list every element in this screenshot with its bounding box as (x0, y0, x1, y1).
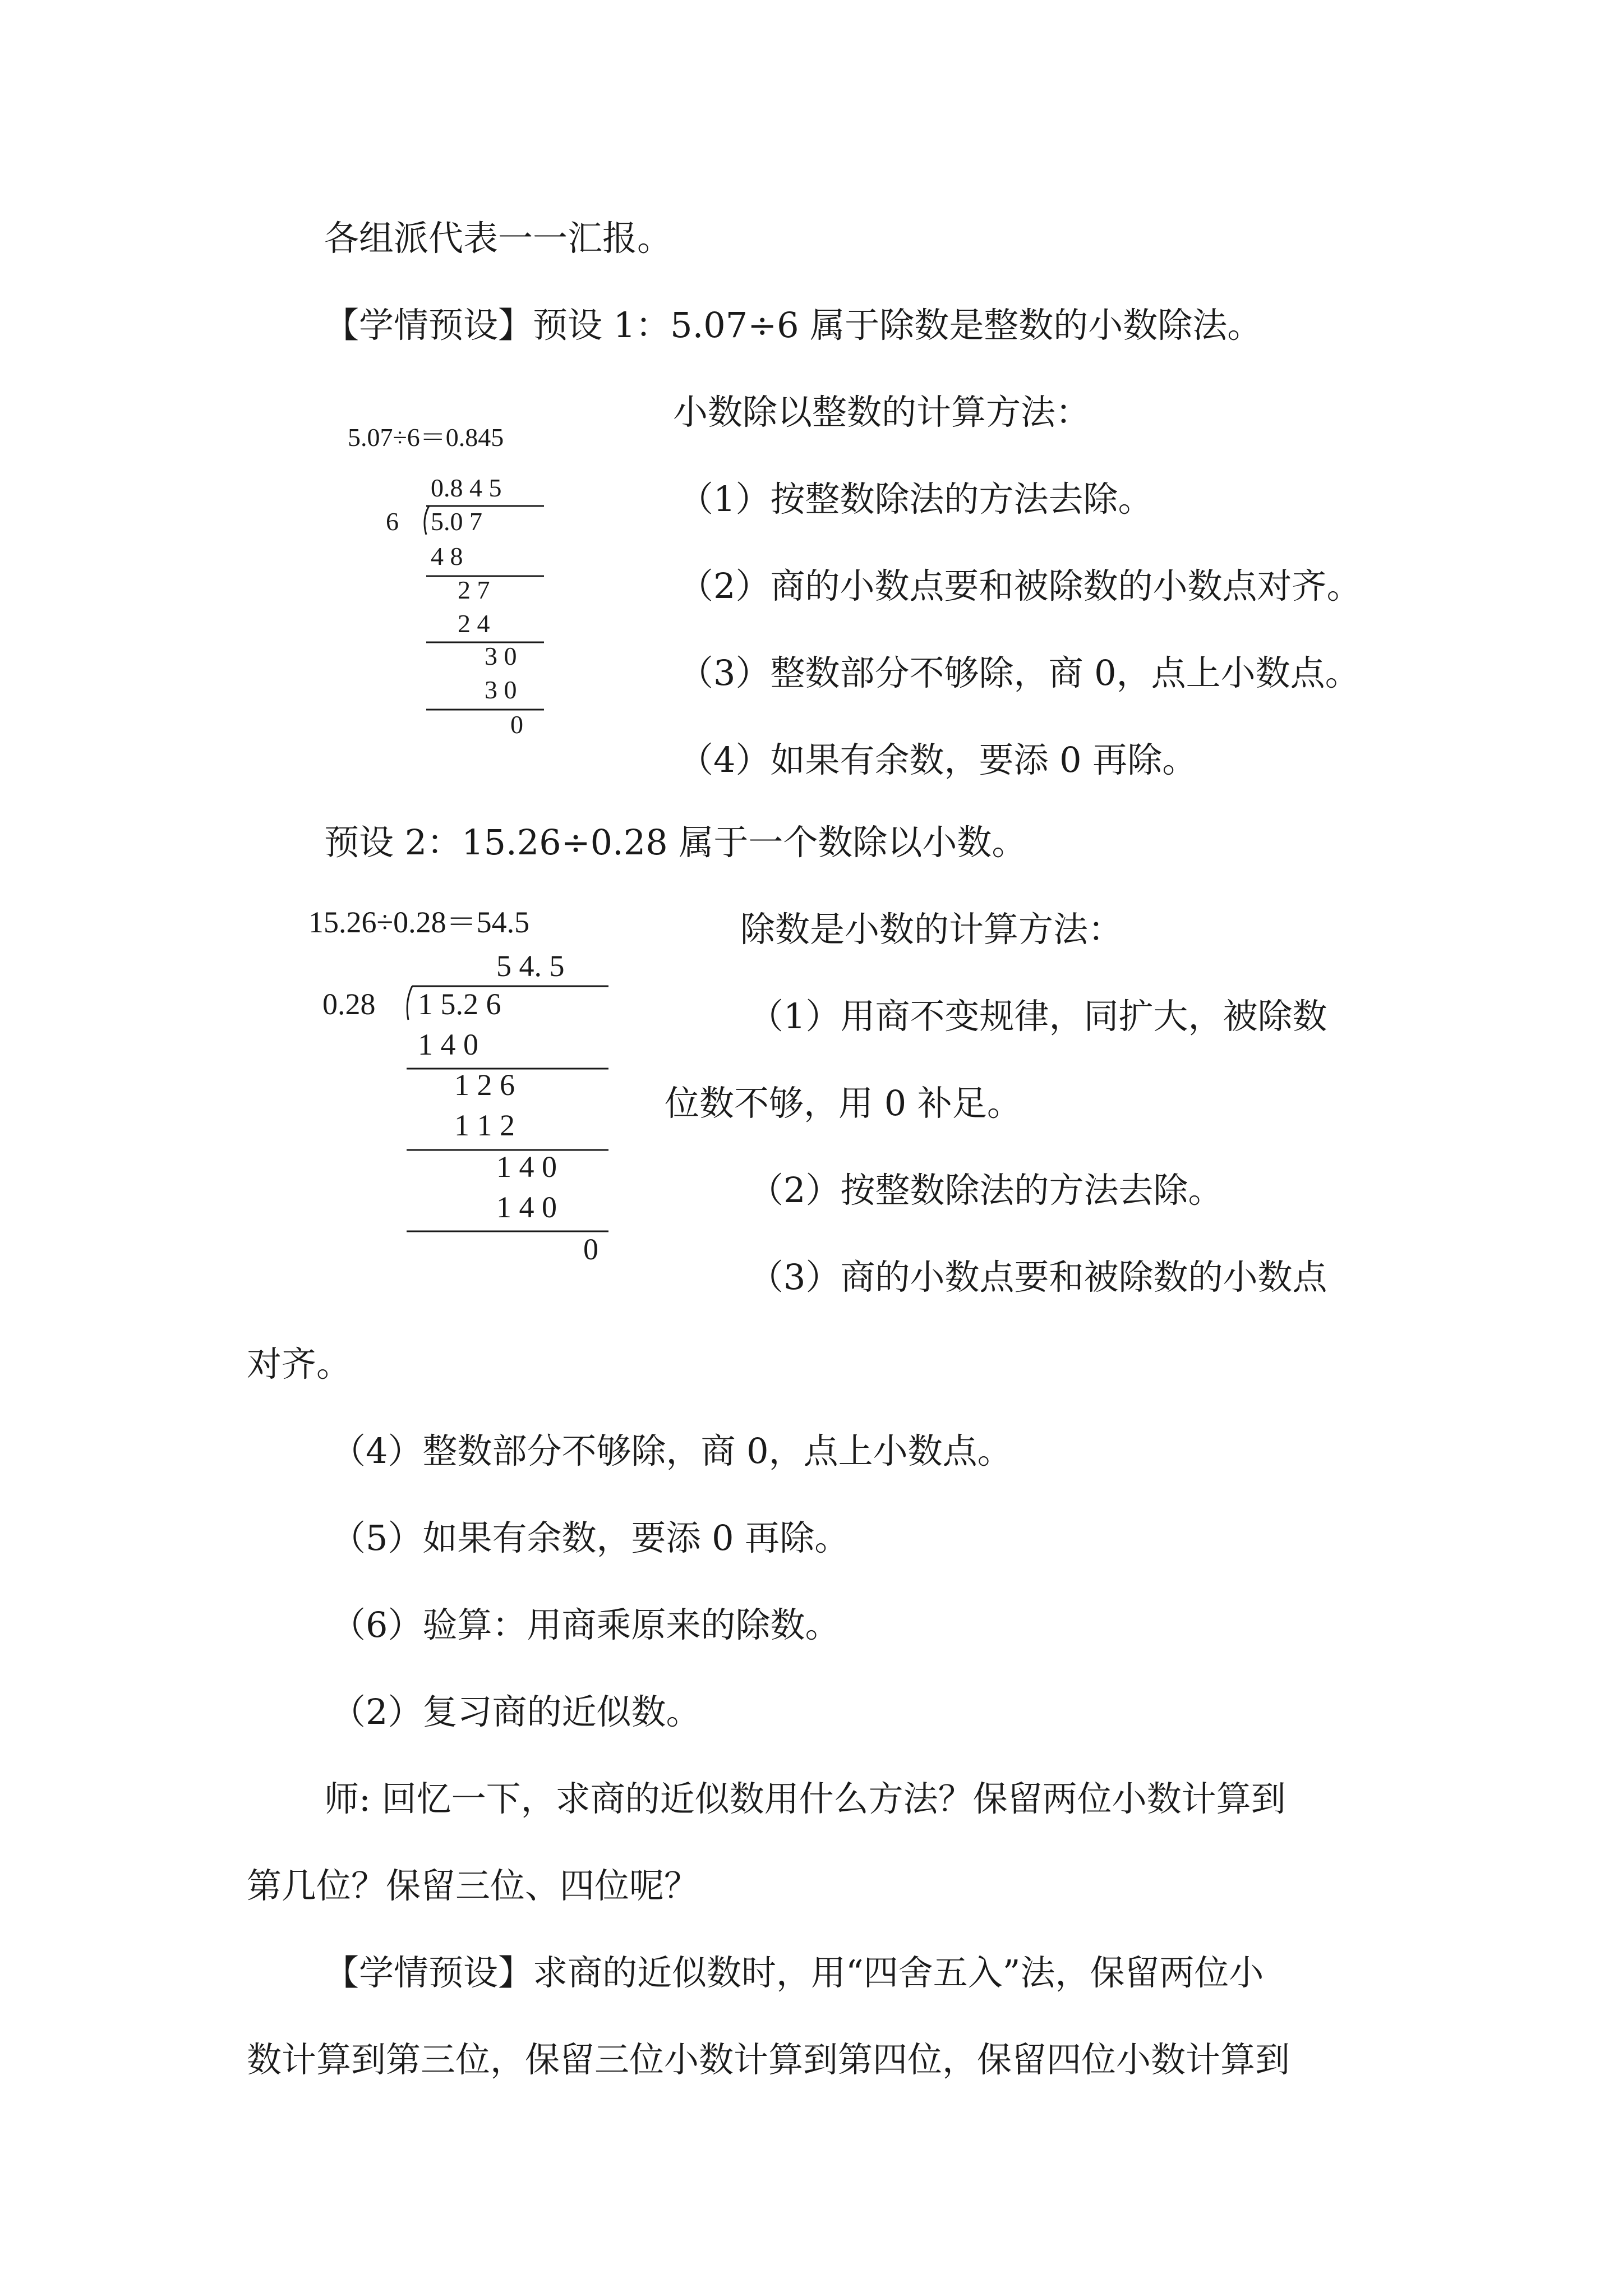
fig1-dividend: 5.0 7 (431, 507, 482, 536)
method2-step-6: （6）验算：用商乘原来的除数。 (331, 1604, 840, 1645)
fig1-step-1: 4 8 (431, 542, 463, 570)
preset1-line: 【学情预设】预设 1：5.07÷6 属于除数是整数的小数除法。 (324, 305, 1262, 346)
fig1-step-4: 3 0 (485, 642, 517, 670)
preset2-line: 预设 2：15.26÷0.28 属于一个数除以小数。 (324, 822, 1027, 863)
fig1-remainder: 0 (510, 710, 523, 739)
fig2-step-3: 1 1 2 (454, 1108, 515, 1142)
method2-step-1b: 位数不够，用 0 补足。 (665, 1083, 1022, 1124)
fig1-equation: 5.07÷6＝0.845 (348, 423, 504, 452)
method2-step-5: （5）如果有余数，要添 0 再除。 (331, 1517, 850, 1558)
fig1-divisor: 6 (386, 507, 399, 536)
fig2-bracket (407, 986, 412, 1020)
fig2-dividend: 1 5.2 6 (418, 987, 501, 1021)
long-division-figure-1 (348, 418, 572, 754)
fig2-quotient: 5 4. 5 (496, 949, 565, 983)
fig2-step-4: 1 4 0 (496, 1150, 557, 1184)
method1-title: 小数除以整数的计算方法： (673, 392, 1091, 432)
method1-step-3: （3）整数部分不够除，商 0，点上小数点。 (679, 652, 1360, 693)
method2-title: 除数是小数的计算方法： (740, 909, 1123, 950)
fig2-equation: 15.26÷0.28＝54.5 (308, 905, 530, 939)
method2-step-1a: （1）用商不变规律，同扩大，被除数 (749, 996, 1327, 1037)
teacher-question-line-1: 师: 回忆一下，求商的近似数用什么方法？保留两位小数计算到 (324, 1778, 1286, 1819)
method2-step-2: （2）按整数除法的方法去除。 (749, 1170, 1223, 1211)
method2-step-3b: 对齐。 (247, 1343, 352, 1384)
fig2-step-5: 1 4 0 (496, 1190, 557, 1224)
review-line: （2）复习商的近似数。 (331, 1691, 701, 1732)
intro-line: 各组派代表一一汇报。 (324, 218, 672, 259)
fig1-quotient: 0.8 4 5 (431, 473, 502, 502)
method1-step-2: （2）商的小数点要和被除数的小数点对齐。 (679, 565, 1362, 606)
method1-step-1: （1）按整数除法的方法去除。 (679, 478, 1153, 519)
teacher-question-line-2: 第几位？保留三位、四位呢？ (247, 1865, 699, 1906)
fig2-divisor: 0.28 (322, 987, 376, 1021)
fig2-remainder: 0 (583, 1232, 598, 1266)
fig2-step-1: 1 4 0 (418, 1028, 478, 1061)
long-division-figure-2 (303, 898, 617, 1279)
preset3-line-2: 数计算到第三位，保留三位小数计算到第四位，保留四位小数计算到 (247, 2039, 1290, 2080)
fig2-step-2: 1 2 6 (454, 1068, 515, 1102)
fig1-bracket (425, 506, 429, 535)
preset3-line-1: 【学情预设】求商的近似数时，用“四舍五入”法，保留两位小 (324, 1952, 1264, 1993)
method1-step-4: （4）如果有余数，要添 0 再除。 (679, 739, 1197, 780)
fig1-step-3: 2 4 (458, 609, 490, 638)
method2-step-3a: （3）商的小数点要和被除数的小数点 (749, 1257, 1327, 1297)
fig1-step-2: 2 7 (458, 576, 490, 604)
fig1-step-5: 3 0 (485, 675, 517, 704)
method2-step-4: （4）整数部分不够除，商 0，点上小数点。 (331, 1430, 1012, 1471)
